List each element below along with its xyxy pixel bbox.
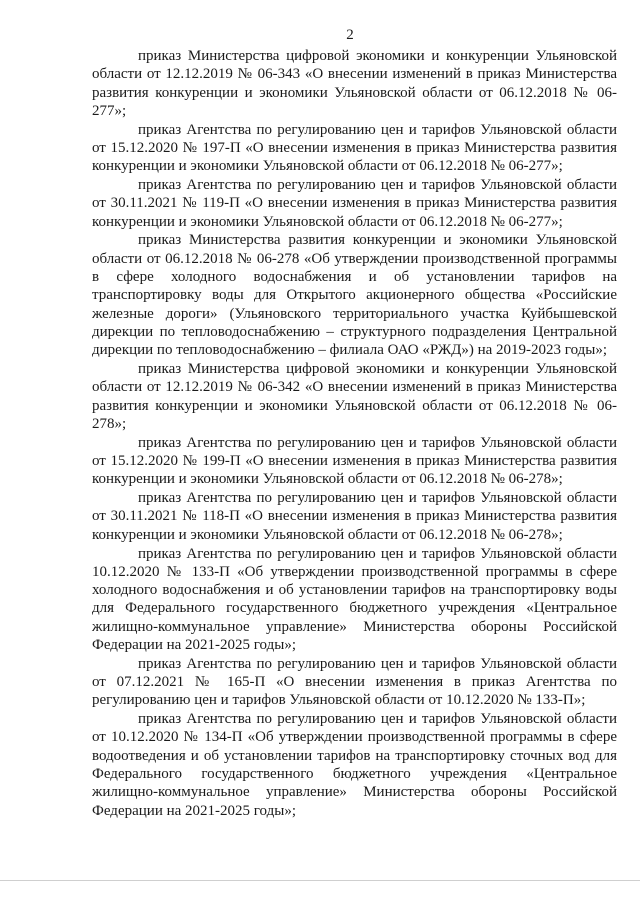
document-paragraph: приказ Агентства по регулированию цен и тарифов Ульяновской области от 15.12.2020 № 199-П «О внесении изменения в приказ Министерства развития конкуренции и экономики Ульяновской области от 06.12.2018 № 06-278»; <box>92 434 617 488</box>
document-paragraph: приказ Агентства по регулированию цен и тарифов Ульяновской области 10.12.2020 № 133-П «Об утверждении производственной программы в сфере холодного водоснабжения и об установлении тарифов на транспортировку воды для Федерального государственного бюджетного учреждения «Центральное жилищно-коммунальное управление» Министерства обороны Российской Федерации на 2021-2025 годы»; <box>92 545 617 653</box>
document-paragraph: приказ Агентства по регулированию цен и тарифов Ульяновской области от 10.12.2020 № 134-П «Об утверждении производственной программы в сфере водоотведения и об установлении тарифов на транспортировку сточных вод для Федерального государственного бюджетного учреждения «Центральное жилищно-коммунальное управление» Министерства обороны Российской Федерации на 2021-2025 годы»; <box>92 711 617 819</box>
page-number: 2 <box>346 27 354 43</box>
document-paragraph: приказ Агентства по регулированию цен и тарифов Ульяновской области от 07.12.2021 № 165-П «О внесении изменения в приказ Агентства по регулированию цен и тарифов Ульяновской области от 10.12.2020 № 133-П»; <box>92 655 617 709</box>
document-paragraph: приказ Агентства по регулированию цен и тарифов Ульяновской области от 30.11.2021 № 118-П «О внесении изменения в приказ Министерства развития конкуренции и экономики Ульяновской области от 06.12.2018 № 06-278»; <box>92 490 617 543</box>
document-paragraph: приказ Агентства по регулированию цен и тарифов Ульяновской области от 15.12.2020 № 197-П «О внесении изменения в приказ Министерства развития конкуренции и экономики Ульяновской области от 06.12.2018 № 06-277»; <box>92 121 617 175</box>
document-paragraph: приказ Министерства цифровой экономики и конкуренции Ульяновской области от 12.12.2019 № 06-342 «О внесении изменений в приказ Министерства развития конкуренции и экономики Ульяновской области от 06.12.2018 № 06-278»; <box>92 361 617 432</box>
document-body <box>92 47 617 820</box>
document-paragraph: приказ Министерства цифровой экономики и конкуренции Ульяновской области от 12.12.2019 № 06-343 «О внесении изменений в приказ Министерства развития конкуренции и экономики Ульяновской области от 06.12.2018 № 06-277»; <box>92 48 617 119</box>
document-paragraph: приказ Агентства по регулированию цен и тарифов Ульяновской области от 30.11.2021 № 119-П «О внесении изменения в приказ Министерства развития конкуренции и экономики Ульяновской области от 06.12.2018 № 06-277»; <box>92 177 617 230</box>
footer-divider <box>0 880 640 881</box>
document-paragraph: приказ Министерства развития конкуренции и экономики Ульяновской области от 06.12.2018 № 06-278 «Об утверждении производственной программы в сфере холодного водоснабжения и об установлении тарифов на транспортировку воды для Открытого акционерного общества «Российские железные дороги» (Ульяновского территориального участка Куйбышевской дирекции по тепловодоснабжению – структурного подразделения Центральной дирекции по тепловодоснабжению – филиала ОАО «РЖД») на 2019-2023 годы»; <box>92 232 617 359</box>
